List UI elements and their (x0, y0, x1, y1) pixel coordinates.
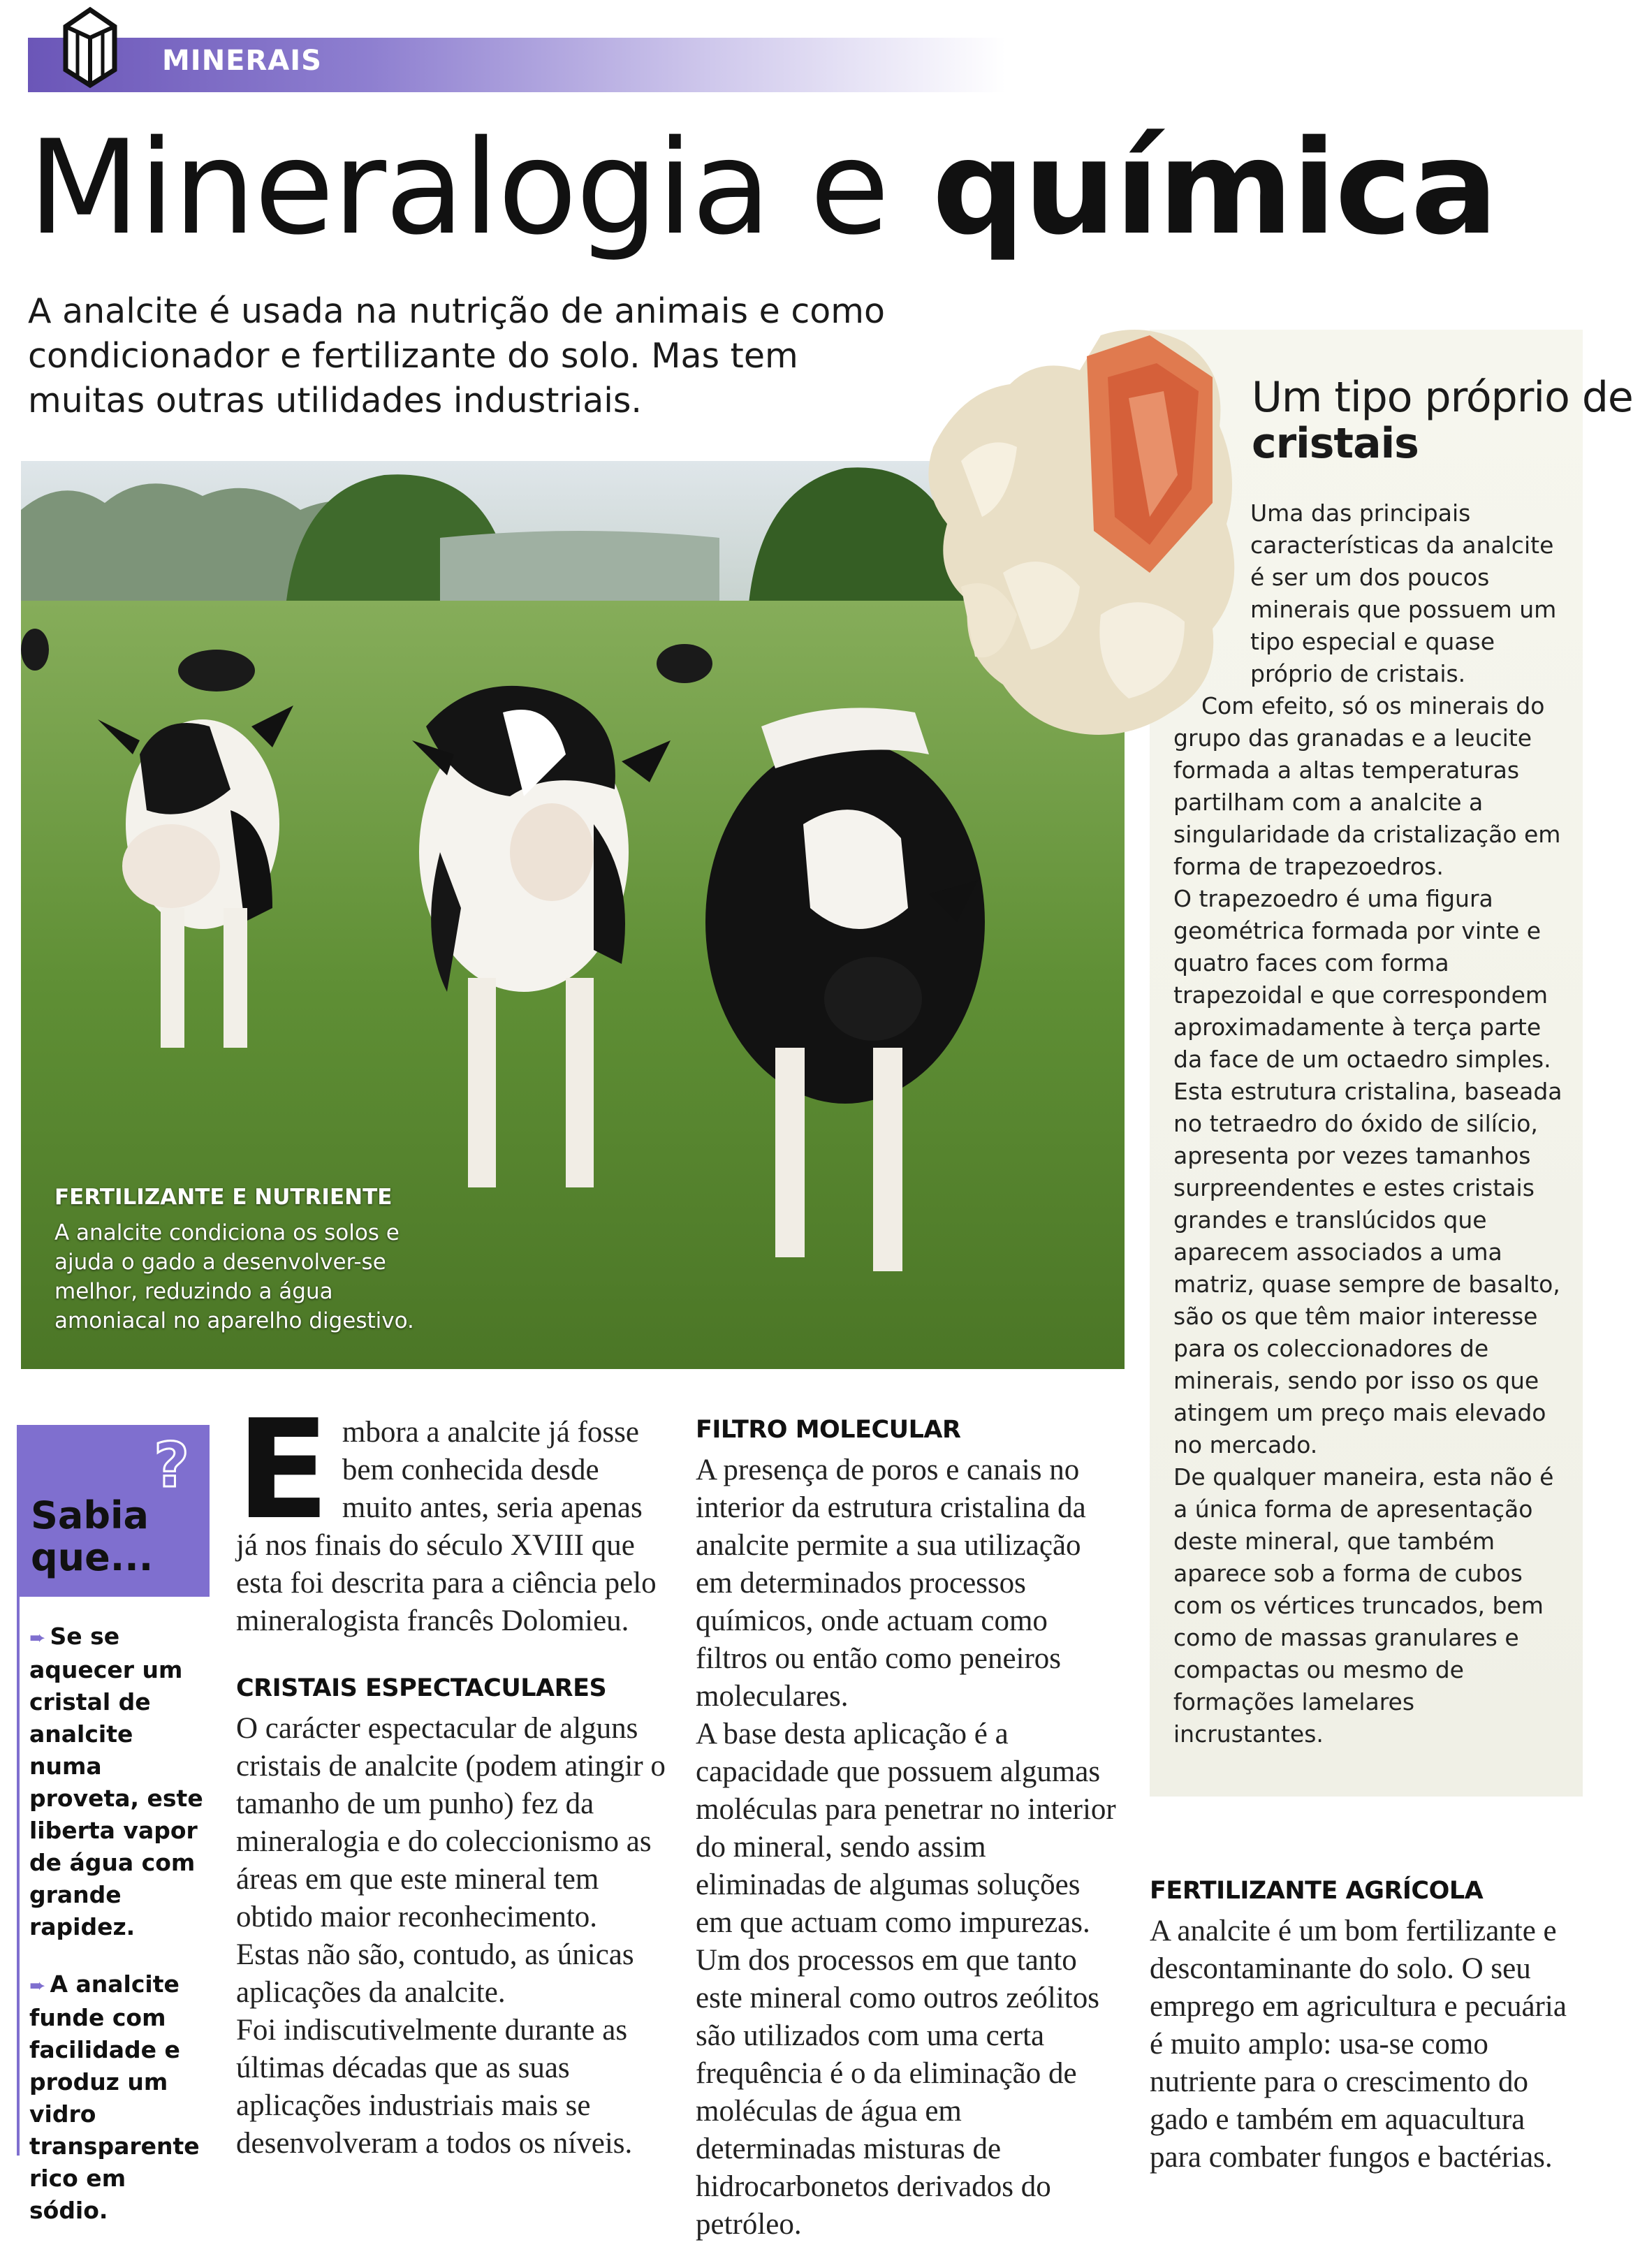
sidebar-paragraph: Com efeito, só os minerais do grupo das granadas e a leucite formada a altas temperaturas partilham com a analcite a singularidade da cristalização em forma de trapezoedros. (1173, 692, 1561, 880)
title-bold: química (932, 112, 1498, 263)
sidebar-title-light: Um tipo próprio de (1252, 373, 1633, 422)
section-label: MINERAIS (162, 45, 322, 77)
sabia-que-box (17, 1425, 210, 2224)
arrow-right-icon: ➨ (29, 1626, 46, 1649)
sabia-que-border (17, 1597, 20, 2156)
sidebar-paragraph: De qualquer maneira, esta não é a única forma de apresentação deste mineral, que também aparece sob a forma de cubos com os vértices truncados, bem como de massas granulares e compactas ou mesmo de formações lamelares incrustantes. (1173, 1463, 1554, 1748)
caption-title: FERTILIZANTE E NUTRIENTE (54, 1185, 393, 1210)
article-column-1 (236, 1391, 669, 2163)
title-light: Mineralogia e (28, 112, 888, 263)
body-paragraph: Um dos processos em que tanto este mineral como outros zeólitos são utilizados com uma certa frequência é o da eliminação de moléculas de água em determinadas misturas de hidrocarbonetos derivados do petróleo. (696, 1944, 1099, 2241)
list-item (29, 1968, 210, 2227)
sidebar-paragraph: O trapezoedro é uma figura geométrica formada por vinte e quatro faces com forma trapezoidal e que correspondem aproximadamente à terça parte da face de um octaedro simples. (1173, 885, 1551, 1073)
crystal-outline-icon (45, 6, 136, 89)
list-item-text: A analcite funde com facilidade e produz um vidro transparente rico em sódio. (29, 1970, 200, 2224)
drop-cap: E (236, 1391, 330, 1550)
sidebar-paragraph: Esta estrutura cristalina, baseada no tetraedro do óxido de silício, apresenta por vezes tamanhos surpreendentes e estes cristais grandes e translúcidos que aparecem associados a uma matriz, quase sempre de basalto, são os que têm maior interesse para os coleccionadores de minerais, sendo por isso os que atingem um preço mais elevado no mercado. (1173, 1078, 1562, 1458)
body-paragraph: A base desta aplicação é a capacidade que possuem algumas moléculas para penetrar no interior do mineral, sendo assim eliminadas de algumas soluções em que actuam como impurezas. (696, 1718, 1116, 1939)
body-paragraph: Estas não são, contudo, as únicas aplicações da analcite. (236, 1938, 634, 2009)
section-heading: CRISTAIS ESPECTACULARES (236, 1674, 607, 1702)
sabia-que-list (29, 1620, 210, 2252)
sidebar-text (1173, 497, 1572, 1750)
article-column-3 (1150, 1875, 1583, 2176)
arrow-right-icon: ➨ (29, 1974, 46, 1997)
sidebar-title-bold: cristais (1252, 419, 1419, 468)
sidebar-title (1252, 374, 1633, 467)
list-item-text: Se se aquecer um cristal de analcite numa proveta, este liberta vapor de água com grande rapidez. (29, 1623, 203, 1940)
page-title (28, 112, 1498, 263)
body-paragraph: A analcite é um bom fertilizante e descontaminante do solo. O seu emprego em agricultura e pecuária é muito amplo: usa-se como nutriente para o crescimento do gado e também em aquacultura para combater fungos e bactérias. (1150, 1915, 1567, 2174)
sabia-que-title: Sabia que... (31, 1493, 154, 1579)
article-column-2 (696, 1414, 1122, 2244)
body-paragraph: A presença de poros e canais no interior da estrutura cristalina da analcite permite a sua utilização em determinados processos químicos, onde actuam como filtros ou então como peneiros moleculares. (696, 1454, 1086, 1713)
sidebar-paragraph: Uma das principais características da analcite é ser um dos poucos minerais que possuem um tipo especial e quase próprio de cristais. (1250, 499, 1557, 687)
lead-paragraph: A analcite é usada na nutrição de animais e como condicionador e fertilizante do solo. Mas tem muitas outras utilidades industriais. (28, 291, 885, 420)
photo-caption (54, 1185, 446, 1336)
intro-text: mbora a analcite já fosse bem conhecida desde muito antes, seria apenas já nos finais do século XVIII que esta foi descrita para a ciência pelo mineralogista francês Dolomieu. (236, 1416, 657, 1637)
section-heading: FILTRO MOLECULAR (696, 1416, 961, 1444)
section-heading: FERTILIZANTE AGRÍCOLA (1150, 1877, 1484, 1905)
caption-text: A analcite condiciona os solos e ajuda o gado a desenvolver-se melhor, reduzindo a água amoniacal no aparelho digestivo. (54, 1220, 414, 1333)
intro-paragraph (236, 1391, 669, 1640)
body-paragraph: Foi indiscutivelmente durante as últimas décadas que as suas aplicações industriais mais se desenvolveram a todos os níveis. (236, 2014, 633, 2160)
body-paragraph: O carácter espectacular de alguns cristais de analcite (podem atingir o tamanho de um punho) fez da mineralogia e do coleccionismo as áreas em que este mineral tem obtido maior reconhecimento. (236, 1712, 666, 1933)
list-item (29, 1620, 210, 1943)
question-mark-icon: ? (154, 1429, 190, 1501)
